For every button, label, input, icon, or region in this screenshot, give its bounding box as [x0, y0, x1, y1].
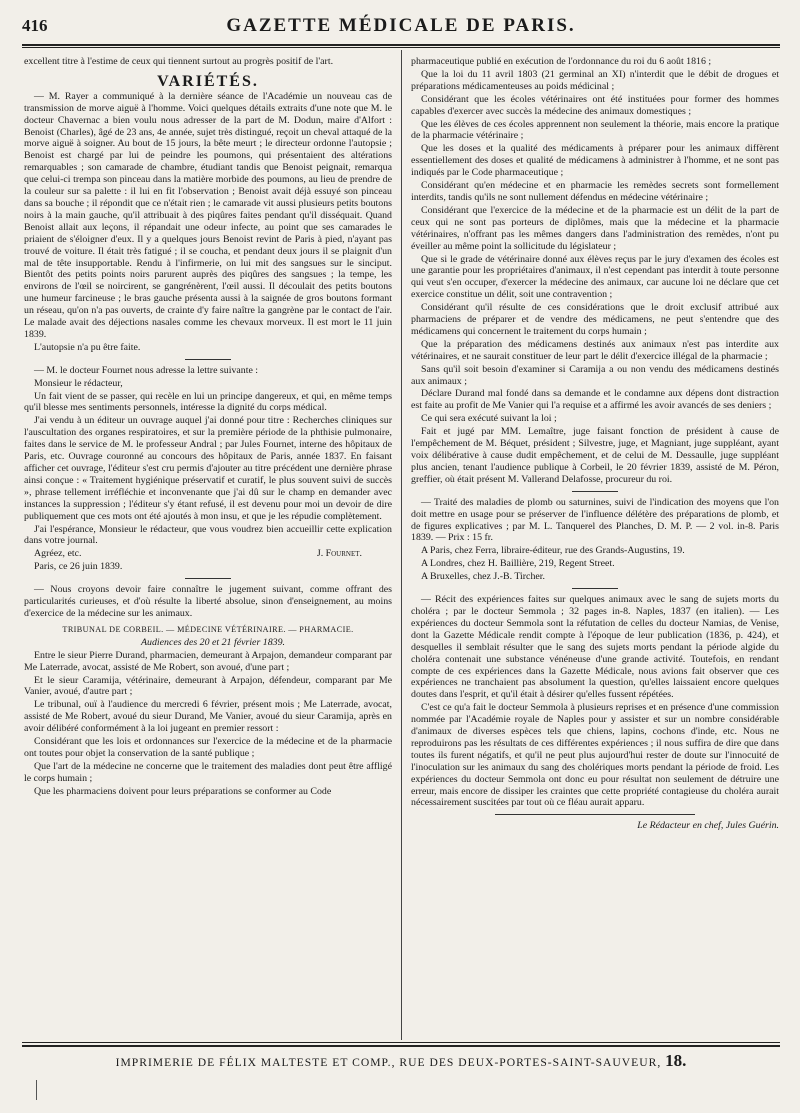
paragraph: Fait et jugé par MM. Lemaître, juge faisant fonction de président à cause de l'empêchement de M. Béquet, président ; Silvestre, juge, et Magniant, juge suppléant, ayant voix délibérative à cause dudit empêchement, et de celui de M. Dessaulle, juge suppléant plus ancien, tenant l'audience publique à Corbeil, le 20 février 1839, assisté de M. Péron, greffier, où était présent M. Vallerand Delafosse, procureur du roi.: [411, 426, 779, 485]
paragraph: Sans qu'il soit besoin d'examiner si Caramija a ou non vendu des médicamens destinés aux animaux ;: [411, 363, 779, 387]
paragraph: Ce qui sera exécuté suivant la loi ;: [421, 413, 557, 425]
separator: [185, 359, 231, 360]
paragraph: Que la loi du 11 avril 1803 (21 germinal an XI) n'interdit que le débit de drogues et préparations médicamenteuses au poids médicinal ;: [411, 68, 779, 92]
paragraph: — M. Rayer a communiqué à la dernière séance de l'Académie un nouveau cas de transmission de morve aiguë à l'homme. Voici quelques détails extraits d'une note que M. le docteur Chavernac a bien voulu nous adresser de la part de M. Dodun, maire d'Alfort : Benoist (Charles), âgé de 23 ans, 4e année, sujet très distingué, reçoit un cheval attaqué de la morve aiguë à soigner. Au bout de 15 jours, la bête meurt ; le directeur ordonne l'autopsie ; Benoist est chargé par lui de peindre les poumons, qui présentaient des altérations remarquables ; son camarade de chambre, étudiant tandis que Benoist peignait, remarqua que celui-ci trempa son pinceau dans la matière morbide des poumons, au lieu de prendre de la couleur sur sa palette : il lui en fit l'observation ; Benoist avait déjà essuyé son pinceau dans sa bouche ; il répondit que ce n'était rien ; le camarade vit aussi plusieurs petits boutons noirs à la main gauche, qu'il attribuait à des piqûres faites pendant qu'il disséquait. Quand Benoist allait aux leçons, il répandait une odeur infecte, au point que ses camarades le priaient de s'éloigner d'eux. Il y a quelques jours Benoist revint de Paris à pied, n'ayant pas trouvé de voiture. Il était très fatigué ; il se coucha, et pendant deux jours il se plaignit d'un mal de tête insupportable. Rendu à l'infirmerie, on lui mit des sangsues sur le sinciput. Bientôt des petits points noirs parurent auprès des piqûres des sangsues ; la tempe, les environs de l'œil se noircirent, se gangrénèrent, l'œil aussi. Il découlait des petits boutons une humeur farcineuse ; le bras gauche présenta aussi à la saignée de gros boutons formant un réseau, qu'on n'a pas ouverts, de crainte d'y faire naître la gangrène par le contact de l'air. Le malade avait des déjections nasales comme les chevaux morveux. Il est mort le 11 juin 1839.: [24, 90, 392, 340]
separator: [572, 491, 618, 492]
paragraph: Considérant que l'exercice de la médecine et de la pharmacie est un délit de la part de ceux qui ne sont pas porteurs de diplômes, mais que la médecine et la pharmacie vétérinaires, n'offrant pas les mêmes dangers dans l'administration des remèdes, n'ont pu éveiller au même point la sollicitude du législateur ;: [411, 204, 779, 252]
footer-rule-thin: [22, 1042, 780, 1043]
masthead-title: GAZETTE MÉDICALE DE PARIS.: [226, 15, 576, 36]
paragraph: — M. le docteur Fournet nous adresse la lettre suivante :: [34, 364, 259, 376]
paragraph: excellent titre à l'estime de ceux qui tiennent surtout au progrès positif de l'art.: [24, 56, 334, 67]
paragraph: Considérant que les écoles vétérinaires ont été instituées pour former des hommes capables d'exercer avec succès la médecine des animaux domestiques ;: [411, 93, 779, 117]
paragraph: L'autopsie n'a pu être faite.: [34, 341, 141, 353]
paragraph: Un fait vient de se passer, qui recèle en lui un principe dangereux, et qui, en même temps qu'il blesse mes sentiments personnels, intéresse la dignité du corps médical.: [24, 390, 392, 414]
footer-rule: [22, 1045, 780, 1047]
page-number: 416: [22, 16, 48, 35]
separator: [495, 814, 695, 815]
printer-imprint: IMPRIMERIE DE FÉLIX MALTESTE ET COMP., RUE DES DEUX-PORTES-SAINT-SAUVEUR,: [115, 1056, 662, 1069]
section-heading: VARIÉTÉS.: [157, 72, 259, 90]
paragraph: Que les doses et la qualité des médicaments à préparer pour les animaux diffèrent essentiellement des doses et qualité de médicamens à administrer à l'homme, et ne sont pas indiqués par le Code pharmaceutique ;: [411, 143, 779, 179]
paragraph: Que l'art de la médecine ne concerne que le traitement des maladies dont peut être affligé le corps humain ;: [24, 760, 392, 784]
header-rule: [22, 44, 780, 46]
paragraph: A Bruxelles, chez J.-B. Tircher.: [421, 571, 545, 583]
paragraph: Que les pharmaciens doivent pour leurs préparations se conformer au Code: [34, 785, 332, 797]
footer: [22, 1051, 780, 1071]
paragraph: — Nous croyons devoir faire connaître le jugement suivant, comme offrant des particularités curieuses, et d'où résulte la liberté absolue, sinon d'enseignement, au moins d'exercice de la médecine sur les animaux.: [24, 584, 392, 619]
page-header: [22, 12, 780, 42]
sheet-number: 18.: [665, 1051, 687, 1070]
paragraph: Considérant qu'en médecine et en pharmacie les remèdes secrets sont formellement interdits, tandis qu'ils ne sont nullement défendus en médecine vétérinaire ;: [411, 180, 779, 203]
editor-signature: Le Rédacteur en chef, Jules Guérin.: [637, 820, 779, 832]
paragraph: Que si le grade de vétérinaire donné aux élèves reçus par le jury d'examen des écoles est une garantie pour les propriétaires d'animaux, il n'est cependant pas interdit à toute personne qui veut s'en occuper, d'exercer la médecine des animaux, car aucune loi ne déclare que cet exercice constitue un délit, soit une contravention ;: [411, 253, 779, 301]
paragraph: C'est ce qu'a fait le docteur Semmola à plusieurs reprises et en présence d'une commission nommée par l'Académie royale de Naples pour y assister et sur un nombre considérable d'animaux de diverses espèces tels que chiens, lapins, cochons d'inde, etc. Nous ne reproduirons pas les résultats de ces différentes expériences ; il nous suffira de dire que dans toutes ils furent négatifs, et qu'il ne peut plus aujourd'hui rester de doute sur l'innocuité de l'inoculation sur les animaux du sang des cholériques morts pendant la période de froid. Les expériences du docteur Semmola ont donc eu pour résultat non seulement de détruire une erreur, mais encore de dissiper les craintes que cette propriété contagieuse du choléra aurait nécessairement suscitées par tout où ce fléau aurait apparu.: [411, 702, 779, 809]
paragraph: pharmaceutique publié en exécution de l'ordonnance du roi du 6 août 1816 ;: [411, 56, 712, 67]
closing-line: [24, 548, 392, 560]
right-column: [411, 56, 779, 833]
closing: Agréez, etc.: [34, 548, 82, 560]
book-notice: — Traité des maladies de plomb ou saturnines, suivi de l'indication des moyens que l'on doit mettre en usage pour se préserver de l'influence délétère des préparations de plomb, et de figures explicatives ; par M. L. Tanquerel des Planches, D. M. P. — 2 vol. in-8. Paris 1839. — Prix : 15 fr.: [411, 496, 779, 544]
column-divider: [401, 50, 402, 1040]
header-rule-thin: [22, 47, 780, 48]
paragraph: Que la préparation des médicamens destinés aux animaux n'est pas interdite aux vétérinaires, et ne saurait constituer de leur part le délit d'exercice illégal de la pharmacie ;: [411, 338, 779, 362]
paragraph: Considérant qu'il résulte de ces considérations que le droit exclusif attribué aux pharmaciens de préparer et de vendre des médicamens, ne peut s'entendre que des médicamens qui concernent le traitement du corps humain ;: [411, 302, 779, 337]
left-column: [24, 56, 392, 799]
margin-mark: [36, 1080, 37, 1100]
paragraph: Et le sieur Caramija, vétérinaire, demeurant à Arpajon, défendeur, comparant par Me Vanier, avoué, d'autre part ;: [24, 674, 392, 698]
audiences-line: Audiences des 20 et 21 février 1839.: [141, 636, 285, 648]
separator: [572, 588, 618, 589]
paragraph: Entre le sieur Pierre Durand, pharmacien, demeurant à Arpajon, demandeur comparant par Me Laterrade, avocat, assisté de Me Robert, son avoué, d'une part ;: [24, 649, 392, 673]
tribunal-heading: TRIBUNAL DE CORBEIL. — MÉDECINE VÉTÉRINAIRE. — PHARMACIE.: [62, 624, 354, 634]
paragraph: J'ai vendu à un éditeur un ouvrage auquel j'ai donné pour titre : Recherches cliniques sur l'auscultation des organes respiratoires, et sur la première période de la phthisie pulmonaire, faites dans le service de M. le professeur Andral ; par Jules Fournet, interne des hôpitaux de Paris, etc. Ouvrage couronné au concours des hôpitaux de Paris, année 1837. En faisant afficher cet ouvrage, l'éditeur s'est cru permis d'ajouter au titre précédent une dernière phrase ainsi conçue : « Traitement hygiénique préservatif et curatif, le plus souvent suivi de succès », phrase tellement irréfléchie et inconvenante que j'ai dû sur le champ en demander avec instances la suppression ; l'éditeur s'y étant refusé, il est devenu pour moi un devoir de dire publiquement que ces mots ont été ajoutés à mon insu, et que je les répudie complètement.: [24, 415, 392, 522]
paragraph: Considérant que les lois et ordonnances sur l'exercice de la médecine et de la pharmacie ont toutes pour objet la conservation de la santé publique ;: [24, 736, 392, 759]
paragraph: A Londres, chez H. Baillière, 219, Regent Street.: [421, 558, 615, 570]
separator: [185, 578, 231, 579]
paragraph: J'ai l'espérance, Monsieur le rédacteur, que vous voudrez bien accueillir cette explication dans votre journal.: [24, 523, 392, 547]
salutation: Monsieur le rédacteur,: [34, 377, 123, 389]
book-notice: — Récit des expériences faites sur quelques animaux avec le sang de sujets morts du choléra ; par le docteur Semmola ; 32 pages in-8. Naples, 1837 (en italien). — Les expériences du docteur Semmola sont la réfutation de celles du docteur Namias, de Venise, dont la Gazette Médicale rendit compte à l'époque de leur publication (1836, p. 424), et desquelles il semblait résulter que le sang des sujets morts pendant la période algide du choléra contenait une substance vénéneuse d'une grande activité. Toutefois, en rendant compte de ces expériences dans la Gazette Médicale, nous avions fait observer que ces expériences ne tranchaient pas absolument la question, qu'elles laissaient encore quelques doutes dans l'esprit, et qu'il était à désirer qu'elles fussent répétées.: [411, 594, 779, 701]
dateline: Paris, ce 26 juin 1839.: [34, 561, 123, 573]
paragraph: Que les élèves de ces écoles apprennent non seulement la théorie, mais encore la pratique de la pharmacie vétérinaire ;: [411, 118, 779, 142]
letter-signature: J. Fournet.: [316, 548, 362, 560]
paragraph: A Paris, chez Ferra, libraire-éditeur, rue des Grands-Augustins, 19.: [421, 545, 685, 557]
paragraph: Le tribunal, ouï à l'audience du mercredi 6 février, présent mois ; Me Laterrade, avocat, assisté de Me Robert, avoué du sieur Durand, Me Vanier, avoué du sieur Caramija, après en avoir délibéré conformément à la loi jugeant en premier ressort :: [24, 699, 392, 735]
paragraph: Déclare Durand mal fondé dans sa demande et le condamne aux dépens dont distraction est faite au profit de Me Vanier qui l'a requise et a affirmé les avoir avancés de ses deniers ;: [411, 388, 779, 412]
